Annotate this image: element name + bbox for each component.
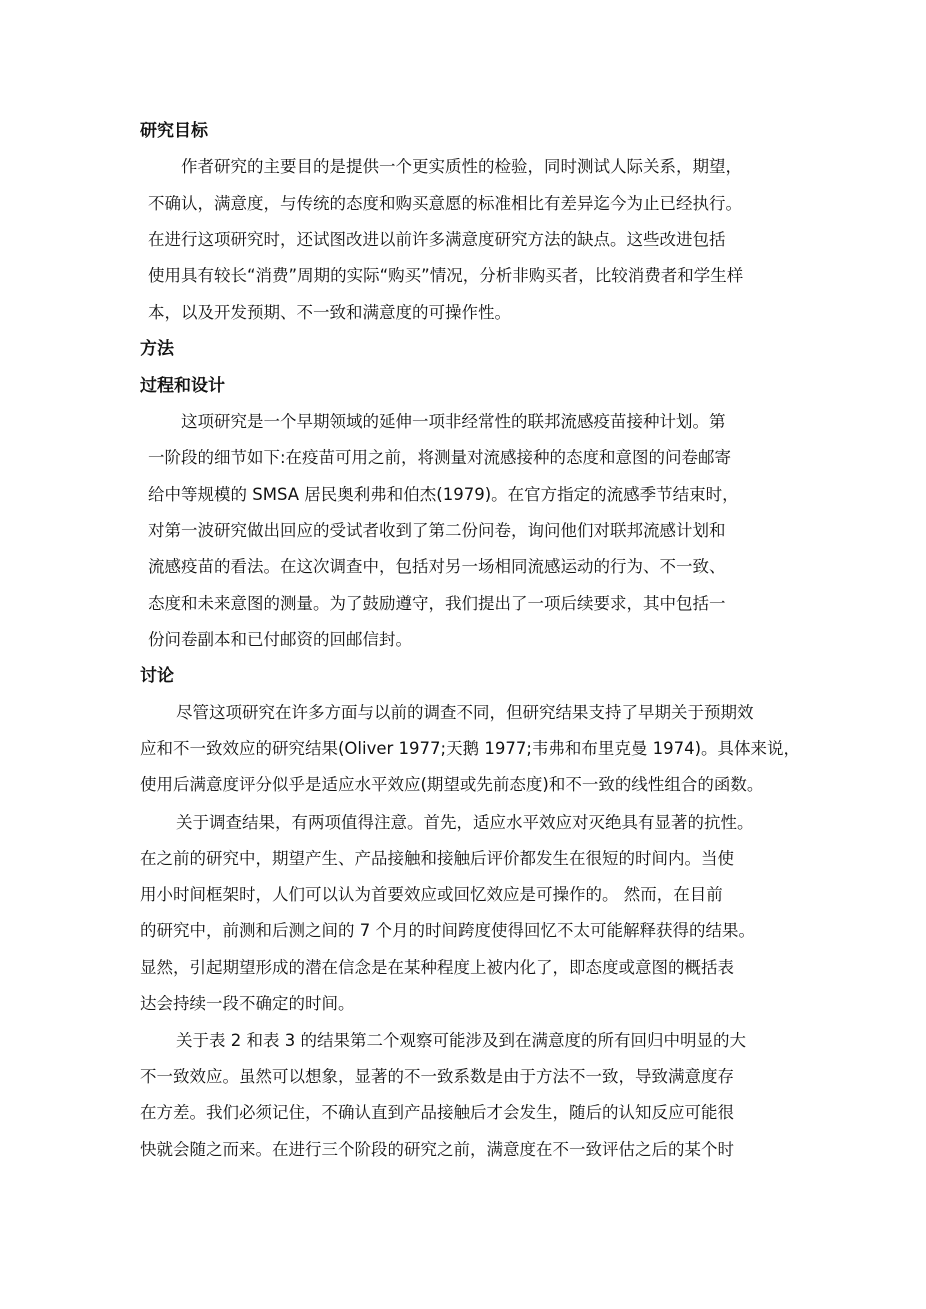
discussion-p3-line-4: 快就会随之而来。在进行三个阶段的研究之前，满意度在不一致评估之后的某个时 xyxy=(140,1140,734,1159)
heading-research-objective: 研究目标 xyxy=(140,121,208,141)
discussion-p2-line-5: 显然，引起期望形成的潜在信念是在某种程度上被内化了，即态度或意图的概括表 xyxy=(140,958,734,977)
discussion-p2-line-1: 关于调查结果，有两项值得注意。首先，适应水平效应对灭绝具有显著的抗性。 xyxy=(176,813,754,832)
discussion-p2-line-3: 用小时间框架时，人们可以认为首要效应或回忆效应是可操作的。 然而，在目前 xyxy=(140,885,723,904)
discussion-p2-line-4: 的研究中，前测和后测之间的 7 个月的时间跨度使得回忆不太可能解释获得的结果。 xyxy=(140,921,755,940)
heading-method: 方法 xyxy=(140,339,174,359)
process-line-3: 给中等规模的 SMSA 居民奥利弗和伯杰(1979)。在官方指定的流感季节结束时， xyxy=(148,485,739,504)
discussion-p1-line-1: 尽管这项研究在许多方面与以前的调查不同，但研究结果支持了早期关于预期效 xyxy=(176,703,754,722)
discussion-p1-line-3: 使用后满意度评分似乎是适应水平效应(期望或先前态度)和不一致的线性组合的函数。 xyxy=(140,775,764,794)
heading-process-design: 过程和设计 xyxy=(140,376,225,396)
discussion-p2-line-2: 在之前的研究中，期望产生、产品接触和接触后评价都发生在很短的时间内。当使 xyxy=(140,849,734,868)
discussion-p1-line-2: 应和不一致效应的研究结果(Oliver 1977;天鹅 1977;韦弗和布里克曼 1974)。具体来说， xyxy=(140,739,801,758)
objective-line-1: 作者研究的主要目的是提供一个更实质性的检验，同时测试人际关系，期望， xyxy=(181,157,742,176)
objective-line-4: 使用具有较长“消费”周期的实际“购买”情况，分析非购买者，比较消费者和学生样 xyxy=(148,266,744,285)
discussion-p2-line-6: 达会持续一段不确定的时间。 xyxy=(140,994,355,1013)
objective-line-2: 不确认，满意度，与传统的态度和购买意愿的标准相比有差异迄今为止已经执行。 xyxy=(148,194,742,213)
objective-line-3: 在进行这项研究时，还试图改进以前许多满意度研究方法的缺点。这些改进包括 xyxy=(148,230,726,249)
process-line-5: 流感疫苗的看法。在这次调查中，包括对另一场相同流感运动的行为、不一致、 xyxy=(148,557,726,576)
discussion-p3-line-2: 不一致效应。虽然可以想象，显著的不一致系数是由于方法不一致，导致满意度存 xyxy=(140,1067,734,1086)
process-line-4: 对第一波研究做出回应的受试者收到了第二份问卷，询问他们对联邦流感计划和 xyxy=(148,521,726,540)
process-line-7: 份问卷副本和已付邮资的回邮信封。 xyxy=(148,630,412,649)
process-line-1: 这项研究是一个早期领域的延伸一项非经常性的联邦流感疫苗接种计划。第 xyxy=(181,412,726,431)
process-line-2: 一阶段的细节如下:在疫苗可用之前，将测量对流感接种的态度和意图的问卷邮寄 xyxy=(148,448,732,467)
discussion-p3-line-3: 在方差。我们必须记住，不确认直到产品接触后才会发生，随后的认知反应可能很 xyxy=(140,1103,734,1122)
objective-line-5: 本，以及开发预期、不一致和满意度的可操作性。 xyxy=(148,303,511,322)
heading-discussion: 讨论 xyxy=(140,666,174,686)
discussion-p3-line-1: 关于表 2 和表 3 的结果第二个观察可能涉及到在满意度的所有回归中明显的大 xyxy=(176,1031,746,1050)
process-line-6: 态度和未来意图的测量。为了鼓励遵守，我们提出了一项后续要求，其中包括一 xyxy=(148,594,726,613)
